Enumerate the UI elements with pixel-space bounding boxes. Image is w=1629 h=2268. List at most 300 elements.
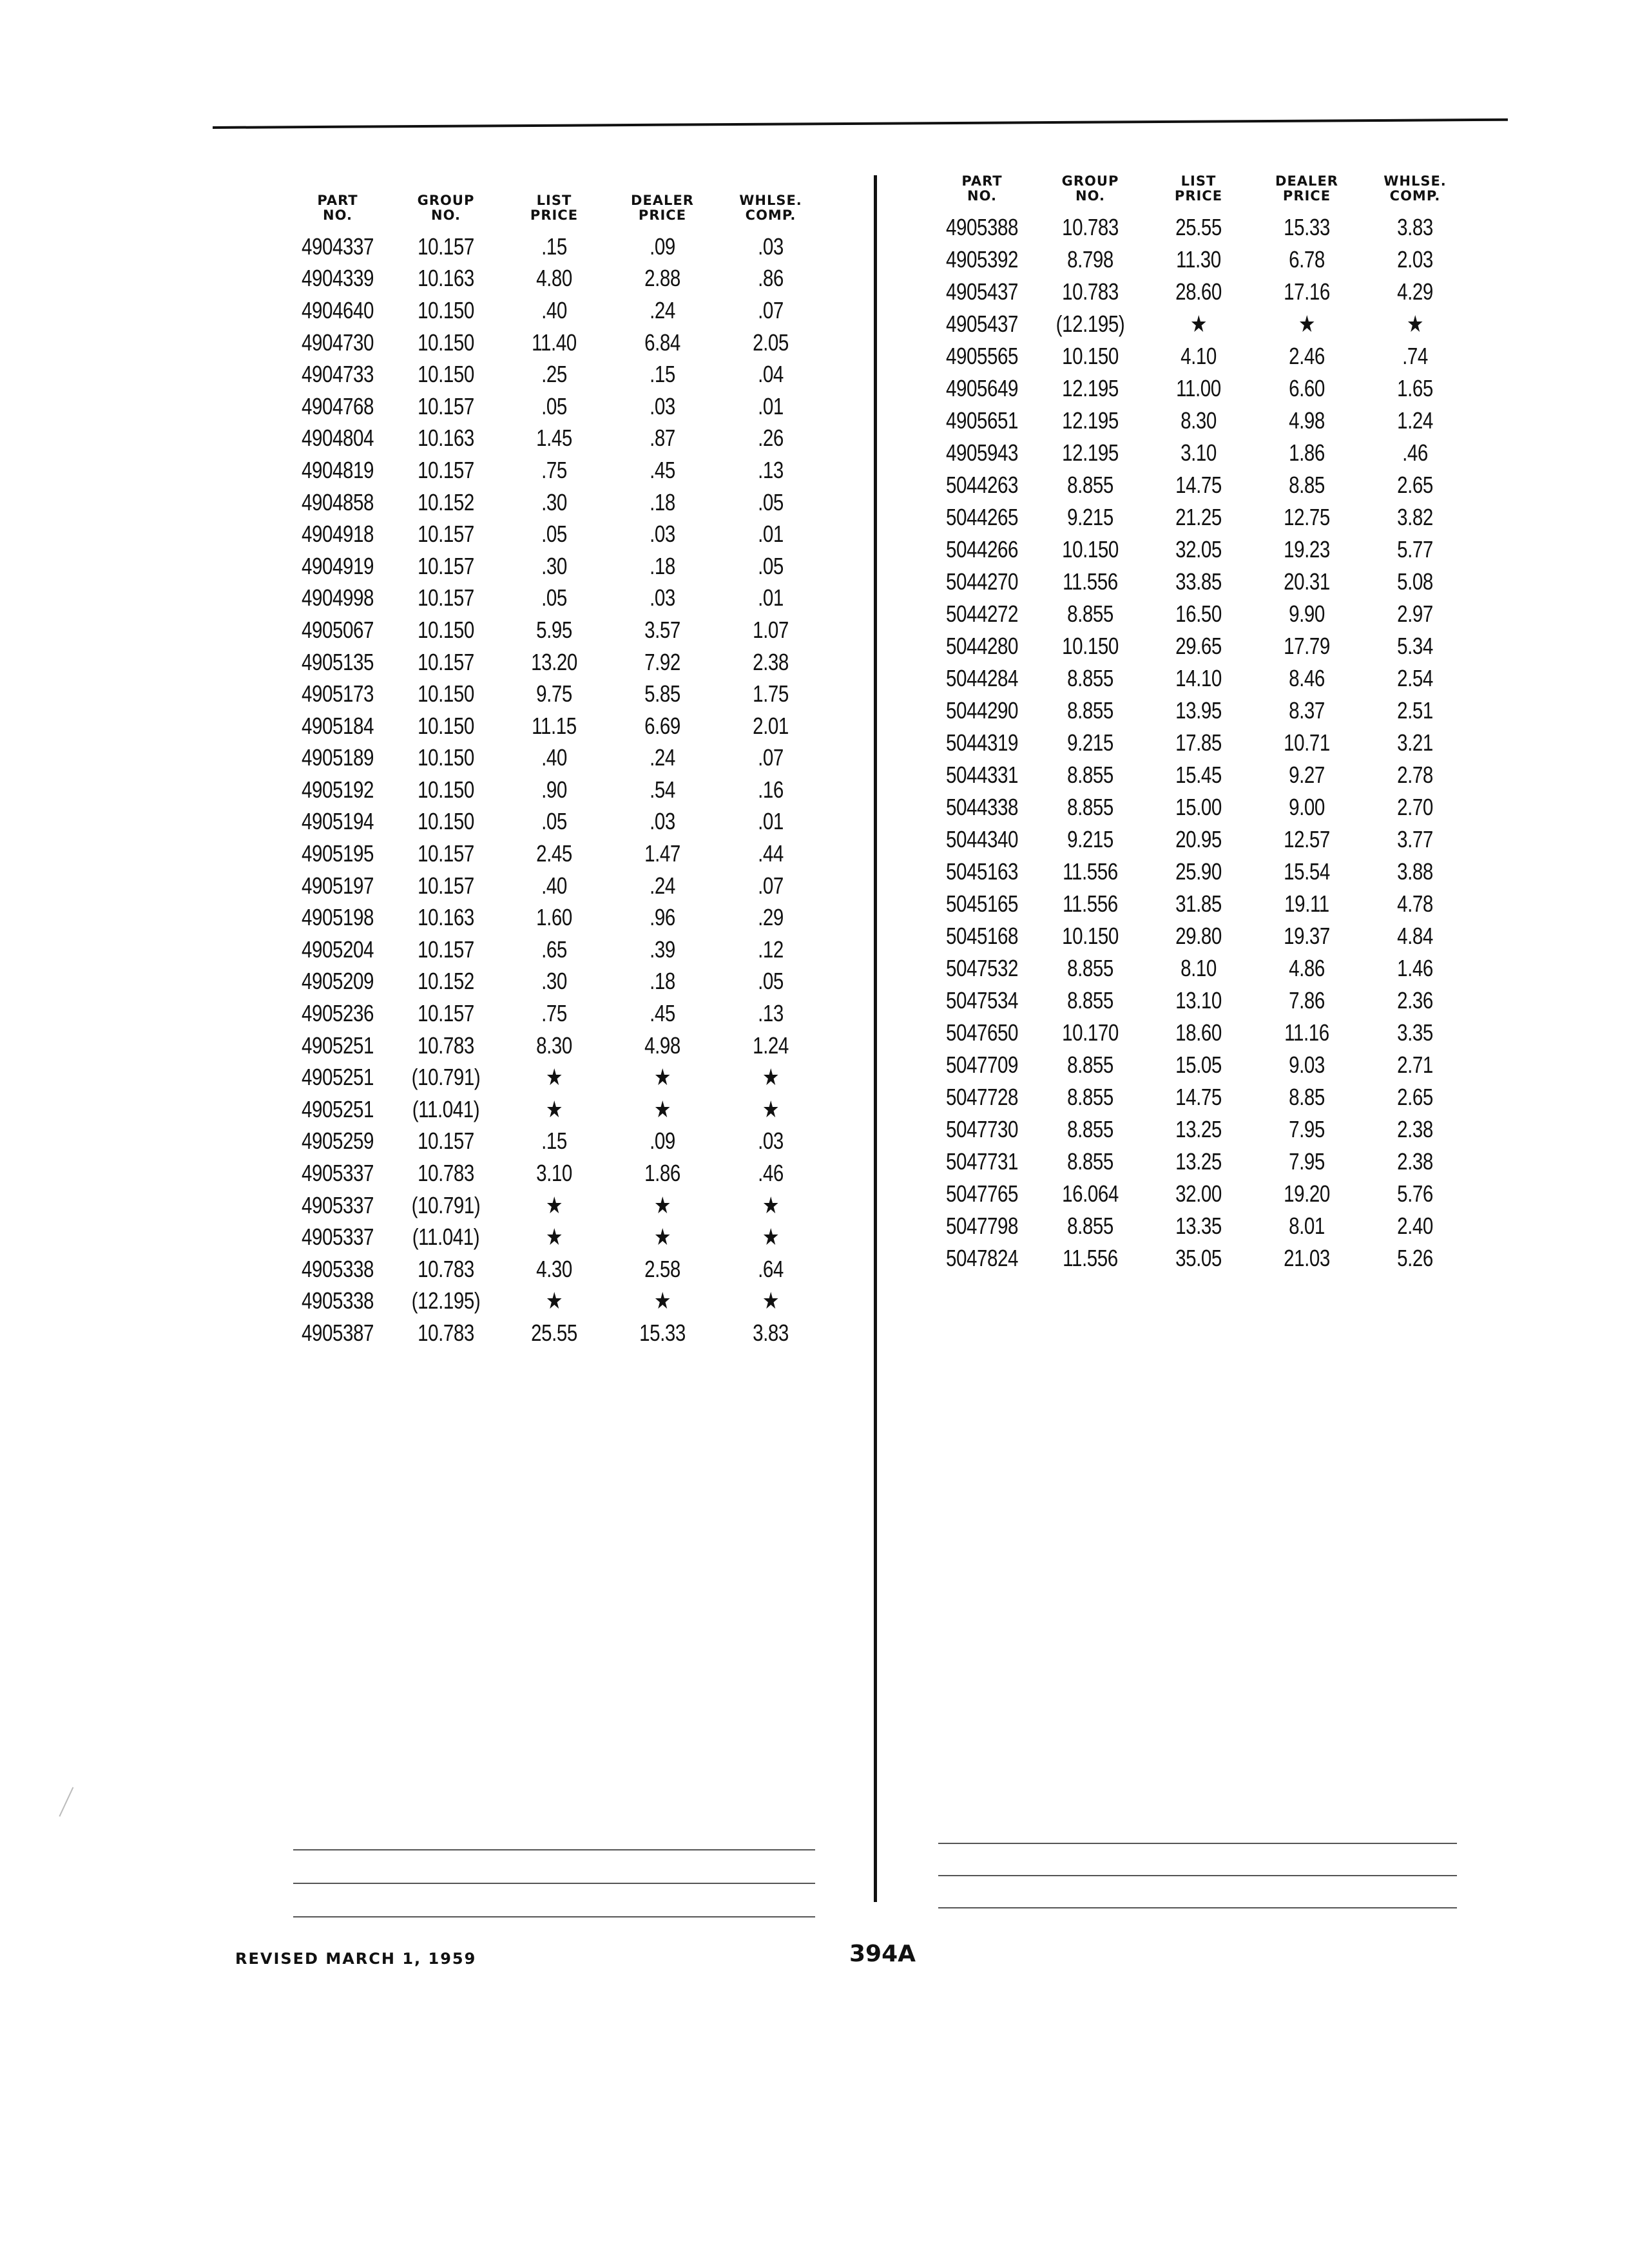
whlse-comp-cell: 1.75: [753, 680, 789, 707]
table-row: [284, 646, 825, 678]
table-row: [928, 211, 1469, 244]
part-no-cell: 4905189: [301, 744, 374, 771]
whlse-comp-cell: 5.08: [1397, 568, 1433, 595]
whlse-comp-cell: 2.54: [1397, 665, 1433, 691]
dealer-price-cell: .09: [650, 1128, 675, 1155]
group-no-cell: 10.157: [418, 456, 474, 483]
list-price-cell: 8.10: [1181, 955, 1217, 981]
group-no-cell: 8.798: [1067, 246, 1113, 273]
group-no-cell: 10.150: [418, 296, 474, 323]
revision-date: REVISED MARCH 1, 1959: [235, 1950, 477, 1968]
table-row: [928, 952, 1469, 985]
whlse-comp-cell: 5.34: [1397, 633, 1433, 659]
whlse-comp-cell: .07: [758, 744, 784, 771]
group-no-cell: 10.783: [418, 1032, 474, 1059]
table-row: [928, 985, 1469, 1017]
table-row: [928, 340, 1469, 372]
part-no-cell: 4905194: [301, 808, 374, 835]
group-no-cell: 10.163: [418, 425, 474, 452]
group-no-cell: 10.163: [418, 265, 474, 292]
dealer-price-cell: 17.16: [1284, 278, 1330, 305]
whlse-comp-cell: 2.03: [1397, 246, 1433, 273]
dealer-price-cell: 2.88: [644, 265, 680, 292]
blank-line: [293, 1849, 815, 1850]
dealer-price-cell: 3.57: [644, 616, 680, 643]
part-no-cell: 4904858: [301, 488, 374, 515]
table-row: [284, 518, 825, 550]
whlse-comp-cell: .01: [758, 808, 784, 835]
group-no-cell: 10.150: [418, 744, 474, 771]
dealer-price-cell: 8.85: [1289, 472, 1325, 498]
group-no-cell: 10.170: [1062, 1019, 1119, 1046]
whlse-comp-cell: 3.83: [753, 1319, 789, 1346]
dealer-price-cell: 6.78: [1289, 246, 1325, 273]
part-no-cell: 5045165: [945, 890, 1019, 917]
list-price-cell: 11.15: [532, 712, 577, 739]
list-price-cell: 4.30: [536, 1255, 572, 1282]
list-price-cell: 28.60: [1175, 278, 1222, 305]
part-no-cell: 4905338: [301, 1255, 374, 1282]
whlse-comp-cell: 5.26: [1397, 1245, 1433, 1271]
part-no-cell: 5047728: [945, 1084, 1019, 1110]
part-no-cell: 4905135: [301, 648, 374, 675]
whlse-comp-cell: 3.35: [1397, 1019, 1433, 1046]
table-row: [928, 856, 1469, 888]
whlse-comp-cell: ★: [762, 1224, 780, 1251]
group-no-cell: 10.157: [418, 392, 474, 419]
part-no-cell: 5045168: [945, 923, 1019, 949]
group-no-cell: 9.215: [1067, 826, 1113, 852]
dealer-price-cell: ★: [653, 1287, 671, 1314]
list-price-cell: 32.05: [1175, 536, 1222, 562]
table-row: [284, 1030, 825, 1062]
part-no-cell: 4904339: [301, 265, 374, 292]
part-no-cell: 5047731: [945, 1148, 1019, 1175]
top-rule: [213, 119, 1508, 129]
part-no-cell: 4905198: [301, 904, 374, 931]
part-no-cell: 5044290: [945, 697, 1019, 724]
part-no-cell: 4905197: [301, 872, 374, 899]
part-no-cell: 5044338: [945, 794, 1019, 820]
list-price-cell: 33.85: [1175, 568, 1222, 595]
list-price-cell: 3.10: [1181, 439, 1217, 466]
whlse-comp-cell: 2.38: [1397, 1148, 1433, 1175]
group-no-cell: 8.855: [1067, 987, 1113, 1014]
table-row: [928, 308, 1469, 340]
table-header-row: [284, 193, 825, 231]
group-no-cell: 8.855: [1067, 665, 1113, 691]
group-no-cell: 12.195: [1062, 407, 1119, 434]
whlse-comp-cell: 2.65: [1397, 1084, 1433, 1110]
list-price-cell: 17.85: [1175, 729, 1222, 756]
group-no-cell: 10.783: [1062, 214, 1119, 240]
group-no-cell: 8.855: [1067, 472, 1113, 498]
dealer-price-cell: 7.95: [1289, 1148, 1325, 1175]
part-no-cell: 4905337: [301, 1191, 374, 1218]
group-no-cell: (10.791): [411, 1191, 481, 1218]
whlse-comp-cell: 1.24: [753, 1032, 789, 1059]
part-no-cell: 4905251: [301, 1032, 374, 1059]
table-header-row: [928, 174, 1469, 211]
whlse-comp-cell: .03: [758, 233, 784, 260]
table-row: [284, 934, 825, 966]
whlse-comp-cell: 4.84: [1397, 923, 1433, 949]
dealer-price-cell: 6.84: [644, 329, 680, 356]
part-no-cell: 5045163: [945, 858, 1019, 885]
right-price-column: [928, 174, 1469, 1274]
list-price-cell: 1.45: [536, 425, 572, 452]
whlse-comp-cell: 2.40: [1397, 1213, 1433, 1239]
part-no-cell: 5047824: [945, 1245, 1019, 1271]
list-price-cell: 14.75: [1175, 472, 1222, 498]
list-price-cell: 15.05: [1175, 1052, 1222, 1078]
list-price-cell: .30: [541, 552, 567, 579]
list-price-cell: 29.80: [1175, 923, 1222, 949]
dealer-price-cell: .87: [650, 425, 675, 452]
table-row: [284, 1093, 825, 1126]
table-row: [928, 727, 1469, 759]
group-no-cell: 10.157: [418, 552, 474, 579]
list-price-cell: 25.90: [1175, 858, 1222, 885]
whlse-comp-cell: .07: [758, 296, 784, 323]
whlse-comp-header: WHLSE. COMP.: [739, 193, 802, 223]
dealer-price-cell: 8.01: [1289, 1213, 1325, 1239]
dealer-price-cell: .96: [650, 904, 675, 931]
part-no-cell: 4905236: [301, 1000, 374, 1027]
list-price-cell: .75: [541, 456, 567, 483]
group-no-cell: 10.150: [1062, 536, 1119, 562]
dealer-price-cell: ★: [653, 1095, 671, 1122]
part-no-cell: 4904819: [301, 456, 374, 483]
table-row: [284, 1253, 825, 1285]
whlse-comp-cell: 3.82: [1397, 504, 1433, 530]
dealer-price-cell: 11.16: [1284, 1019, 1329, 1046]
part-no-cell: 5047650: [945, 1019, 1019, 1046]
whlse-comp-cell: .64: [758, 1255, 784, 1282]
group-no-cell: (11.041): [412, 1224, 480, 1251]
part-no-cell: 4905195: [301, 840, 374, 867]
table-row: [284, 838, 825, 870]
list-price-cell: 21.25: [1175, 504, 1222, 530]
part-no-cell: 4905651: [945, 407, 1019, 434]
dealer-price-cell: 9.00: [1289, 794, 1325, 820]
list-price-cell: 25.55: [531, 1319, 577, 1346]
dealer-price-cell: .24: [650, 744, 675, 771]
whlse-comp-cell: .04: [758, 361, 784, 388]
whlse-comp-cell: 2.05: [753, 329, 789, 356]
whlse-comp-cell: 2.78: [1397, 762, 1433, 788]
part-no-cell: 4905392: [945, 246, 1019, 273]
table-row: [284, 390, 825, 423]
table-row: [284, 1285, 825, 1318]
group-no-cell: 10.157: [418, 1000, 474, 1027]
list-price-cell: 16.50: [1175, 601, 1222, 627]
scan-mark: [59, 1787, 97, 1827]
part-no-cell: 4905388: [945, 214, 1019, 240]
table-row: [928, 823, 1469, 856]
part-no-cell: 5047709: [945, 1052, 1019, 1078]
group-no-cell: 11.556: [1063, 858, 1118, 885]
list-price-cell: 32.00: [1175, 1180, 1222, 1207]
group-no-cell: 10.150: [1062, 633, 1119, 659]
table-row: [284, 327, 825, 359]
group-no-cell: 10.150: [418, 329, 474, 356]
table-row: [928, 566, 1469, 598]
blank-line: [293, 1883, 815, 1884]
whlse-comp-cell: 3.83: [1397, 214, 1433, 240]
list-price-cell: 8.30: [1181, 407, 1217, 434]
group-no-cell: 10.150: [1062, 343, 1119, 369]
list-price-cell: 15.45: [1175, 762, 1222, 788]
group-no-cell: 10.783: [418, 1319, 474, 1346]
part-no-cell: 5047730: [945, 1116, 1019, 1142]
table-row: [928, 405, 1469, 437]
part-no-cell: 4905437: [945, 278, 1019, 305]
list-price-cell: .15: [541, 1128, 567, 1155]
list-price-cell: .15: [541, 233, 567, 260]
page-number: 394A: [849, 1941, 916, 1967]
part-no-cell: 4905173: [301, 680, 374, 707]
dealer-price-cell: 15.33: [1284, 214, 1330, 240]
list-price-cell: ★: [545, 1224, 563, 1251]
dealer-price-cell: 1.86: [644, 1160, 680, 1187]
dealer-price-cell: .45: [650, 456, 675, 483]
group-no-cell: 8.855: [1067, 1116, 1113, 1142]
group-no-cell: 10.150: [418, 808, 474, 835]
whlse-comp-cell: 2.65: [1397, 472, 1433, 498]
part-no-cell: 5047532: [945, 955, 1019, 981]
table-row: [284, 294, 825, 327]
table-row: [284, 423, 825, 455]
part-no-cell: 5047534: [945, 987, 1019, 1014]
table-row: [284, 231, 825, 263]
whlse-comp-cell: ★: [762, 1191, 780, 1218]
group-no-cell: 16.064: [1062, 1180, 1119, 1207]
list-price-cell: .90: [541, 776, 567, 803]
whlse-comp-cell: ★: [762, 1095, 780, 1122]
list-price-cell: .65: [541, 936, 567, 963]
group-no-cell: 10.157: [418, 840, 474, 867]
part-no-cell: 4904998: [301, 584, 374, 611]
whlse-comp-cell: 2.70: [1397, 794, 1433, 820]
whlse-comp-cell: .16: [758, 776, 784, 803]
table-row: [928, 759, 1469, 791]
dealer-price-cell: 8.46: [1289, 665, 1325, 691]
group-no-header: GROUP NO.: [417, 193, 475, 223]
whlse-comp-cell: .05: [758, 552, 784, 579]
dealer-price-cell: ★: [653, 1224, 671, 1251]
table-row: [284, 454, 825, 486]
dealer-price-cell: 12.75: [1284, 504, 1330, 530]
whlse-comp-cell: ★: [762, 1287, 780, 1314]
part-no-cell: 5044263: [945, 472, 1019, 498]
group-no-cell: 9.215: [1067, 504, 1113, 530]
whlse-comp-cell: .46: [1402, 439, 1428, 466]
group-no-cell: 10.157: [418, 584, 474, 611]
group-no-cell: (10.791): [411, 1064, 481, 1091]
list-price-cell: 5.95: [536, 616, 572, 643]
table-row: [928, 437, 1469, 469]
whlse-comp-cell: 2.36: [1397, 987, 1433, 1014]
table-row: [284, 1061, 825, 1093]
whlse-comp-cell: 1.07: [753, 616, 789, 643]
list-price-cell: .25: [541, 361, 567, 388]
table-row: [928, 630, 1469, 662]
dealer-price-cell: .03: [650, 584, 675, 611]
left-price-column: [284, 193, 825, 1349]
dealer-price-cell: 7.95: [1289, 1116, 1325, 1142]
group-no-cell: 12.195: [1062, 375, 1119, 401]
group-no-cell: (11.041): [412, 1095, 480, 1122]
list-price-cell: 13.25: [1175, 1148, 1222, 1175]
part-no-cell: 4905337: [301, 1160, 374, 1187]
table-row: [928, 501, 1469, 533]
part-no-cell: 4905192: [301, 776, 374, 803]
list-price-header: LIST PRICE: [1174, 173, 1223, 204]
table-row: [928, 1017, 1469, 1049]
dealer-price-cell: 2.58: [644, 1255, 680, 1282]
group-no-cell: 10.152: [418, 488, 474, 515]
part-no-cell: 5044319: [945, 729, 1019, 756]
list-price-cell: .05: [541, 521, 567, 548]
whlse-comp-cell: .44: [758, 840, 784, 867]
part-no-cell: 4904768: [301, 392, 374, 419]
dealer-price-cell: 10.71: [1284, 729, 1330, 756]
blank-line: [938, 1843, 1457, 1844]
whlse-comp-cell: ★: [1406, 311, 1424, 337]
whlse-comp-cell: .46: [758, 1160, 784, 1187]
list-price-cell: ★: [1190, 311, 1208, 337]
part-no-cell: 4904640: [301, 296, 374, 323]
list-price-cell: 13.20: [531, 648, 577, 675]
table-row: [284, 997, 825, 1030]
list-price-cell: .30: [541, 488, 567, 515]
list-price-cell: 15.00: [1175, 794, 1222, 820]
part-no-header: PART NO.: [317, 193, 358, 223]
group-no-cell: 9.215: [1067, 729, 1113, 756]
group-no-cell: 10.150: [418, 680, 474, 707]
group-no-cell: 10.150: [418, 712, 474, 739]
table-row: [928, 1178, 1469, 1210]
list-price-cell: .40: [541, 296, 567, 323]
group-no-cell: (12.195): [411, 1287, 481, 1314]
part-no-header: PART NO.: [961, 173, 1003, 204]
dealer-price-cell: 20.31: [1284, 568, 1330, 595]
whlse-comp-cell: 1.24: [1397, 407, 1433, 434]
whlse-comp-cell: 2.38: [753, 648, 789, 675]
table-row: [928, 533, 1469, 566]
group-no-cell: 10.157: [418, 521, 474, 548]
table-row: [284, 678, 825, 710]
table-row: [284, 774, 825, 806]
table-row: [928, 276, 1469, 308]
part-no-cell: 5044284: [945, 665, 1019, 691]
list-price-cell: 13.10: [1175, 987, 1222, 1014]
part-no-cell: 5044265: [945, 504, 1019, 530]
dealer-price-cell: 8.85: [1289, 1084, 1325, 1110]
group-no-cell: 10.157: [418, 1128, 474, 1155]
table-row: [928, 1049, 1469, 1081]
group-no-cell: 10.157: [418, 936, 474, 963]
whlse-comp-cell: .01: [758, 584, 784, 611]
list-price-cell: 29.65: [1175, 633, 1222, 659]
dealer-price-cell: ★: [653, 1064, 671, 1091]
whlse-comp-cell: .12: [758, 936, 784, 963]
dealer-price-cell: 15.33: [639, 1319, 686, 1346]
table-row: [928, 662, 1469, 695]
part-no-cell: 4905565: [945, 343, 1019, 369]
dealer-price-cell: .09: [650, 233, 675, 260]
table-row: [284, 263, 825, 295]
dealer-price-cell: 7.86: [1289, 987, 1325, 1014]
part-no-cell: 4905251: [301, 1064, 374, 1091]
list-price-cell: 14.10: [1175, 665, 1222, 691]
table-row: [928, 372, 1469, 405]
list-price-cell: 25.55: [1175, 214, 1222, 240]
table-row: [284, 901, 825, 934]
dealer-price-cell: .03: [650, 392, 675, 419]
dealer-price-header: DEALER PRICE: [631, 193, 694, 223]
table-row: [284, 710, 825, 742]
part-no-cell: 4904733: [301, 361, 374, 388]
dealer-price-cell: .45: [650, 1000, 675, 1027]
whlse-comp-cell: .13: [758, 1000, 784, 1027]
list-price-cell: .40: [541, 744, 567, 771]
table-row: [284, 1189, 825, 1222]
list-price-cell: ★: [545, 1191, 563, 1218]
table-row: [284, 742, 825, 774]
table-row: [928, 1113, 1469, 1146]
dealer-price-cell: 19.37: [1284, 923, 1330, 949]
part-no-cell: 5047798: [945, 1213, 1019, 1239]
part-no-cell: 5044280: [945, 633, 1019, 659]
list-price-cell: 11.00: [1176, 375, 1221, 401]
dealer-price-cell: .39: [650, 936, 675, 963]
whlse-comp-cell: .74: [1402, 343, 1428, 369]
whlse-comp-cell: .86: [758, 265, 784, 292]
dealer-price-cell: .24: [650, 296, 675, 323]
part-no-cell: 4905209: [301, 968, 374, 995]
dealer-price-cell: 6.60: [1289, 375, 1325, 401]
list-price-cell: 13.35: [1175, 1213, 1222, 1239]
group-no-cell: 10.163: [418, 904, 474, 931]
whlse-comp-cell: 3.77: [1397, 826, 1433, 852]
list-price-cell: 31.85: [1175, 890, 1222, 917]
group-no-cell: 11.556: [1063, 1245, 1118, 1271]
list-price-cell: 4.80: [536, 265, 572, 292]
table-row: [284, 550, 825, 582]
whlse-comp-cell: 1.65: [1397, 375, 1433, 401]
blank-line: [938, 1875, 1457, 1876]
list-price-cell: 14.75: [1175, 1084, 1222, 1110]
part-no-cell: 4905649: [945, 375, 1019, 401]
list-price-cell: .05: [541, 392, 567, 419]
group-no-cell: 8.855: [1067, 601, 1113, 627]
dealer-price-header: DEALER PRICE: [1275, 173, 1338, 204]
table-row: [928, 469, 1469, 501]
whlse-comp-cell: .01: [758, 521, 784, 548]
group-no-cell: 8.855: [1067, 697, 1113, 724]
dealer-price-cell: .18: [650, 552, 675, 579]
group-no-cell: 8.855: [1067, 1213, 1113, 1239]
list-price-cell: 11.40: [532, 329, 577, 356]
part-no-cell: 4905337: [301, 1224, 374, 1251]
whlse-comp-cell: ★: [762, 1064, 780, 1091]
dealer-price-cell: 4.98: [1289, 407, 1325, 434]
group-no-cell: 8.855: [1067, 1052, 1113, 1078]
left-price-table: [284, 193, 825, 1349]
dealer-price-cell: 21.03: [1284, 1245, 1330, 1271]
